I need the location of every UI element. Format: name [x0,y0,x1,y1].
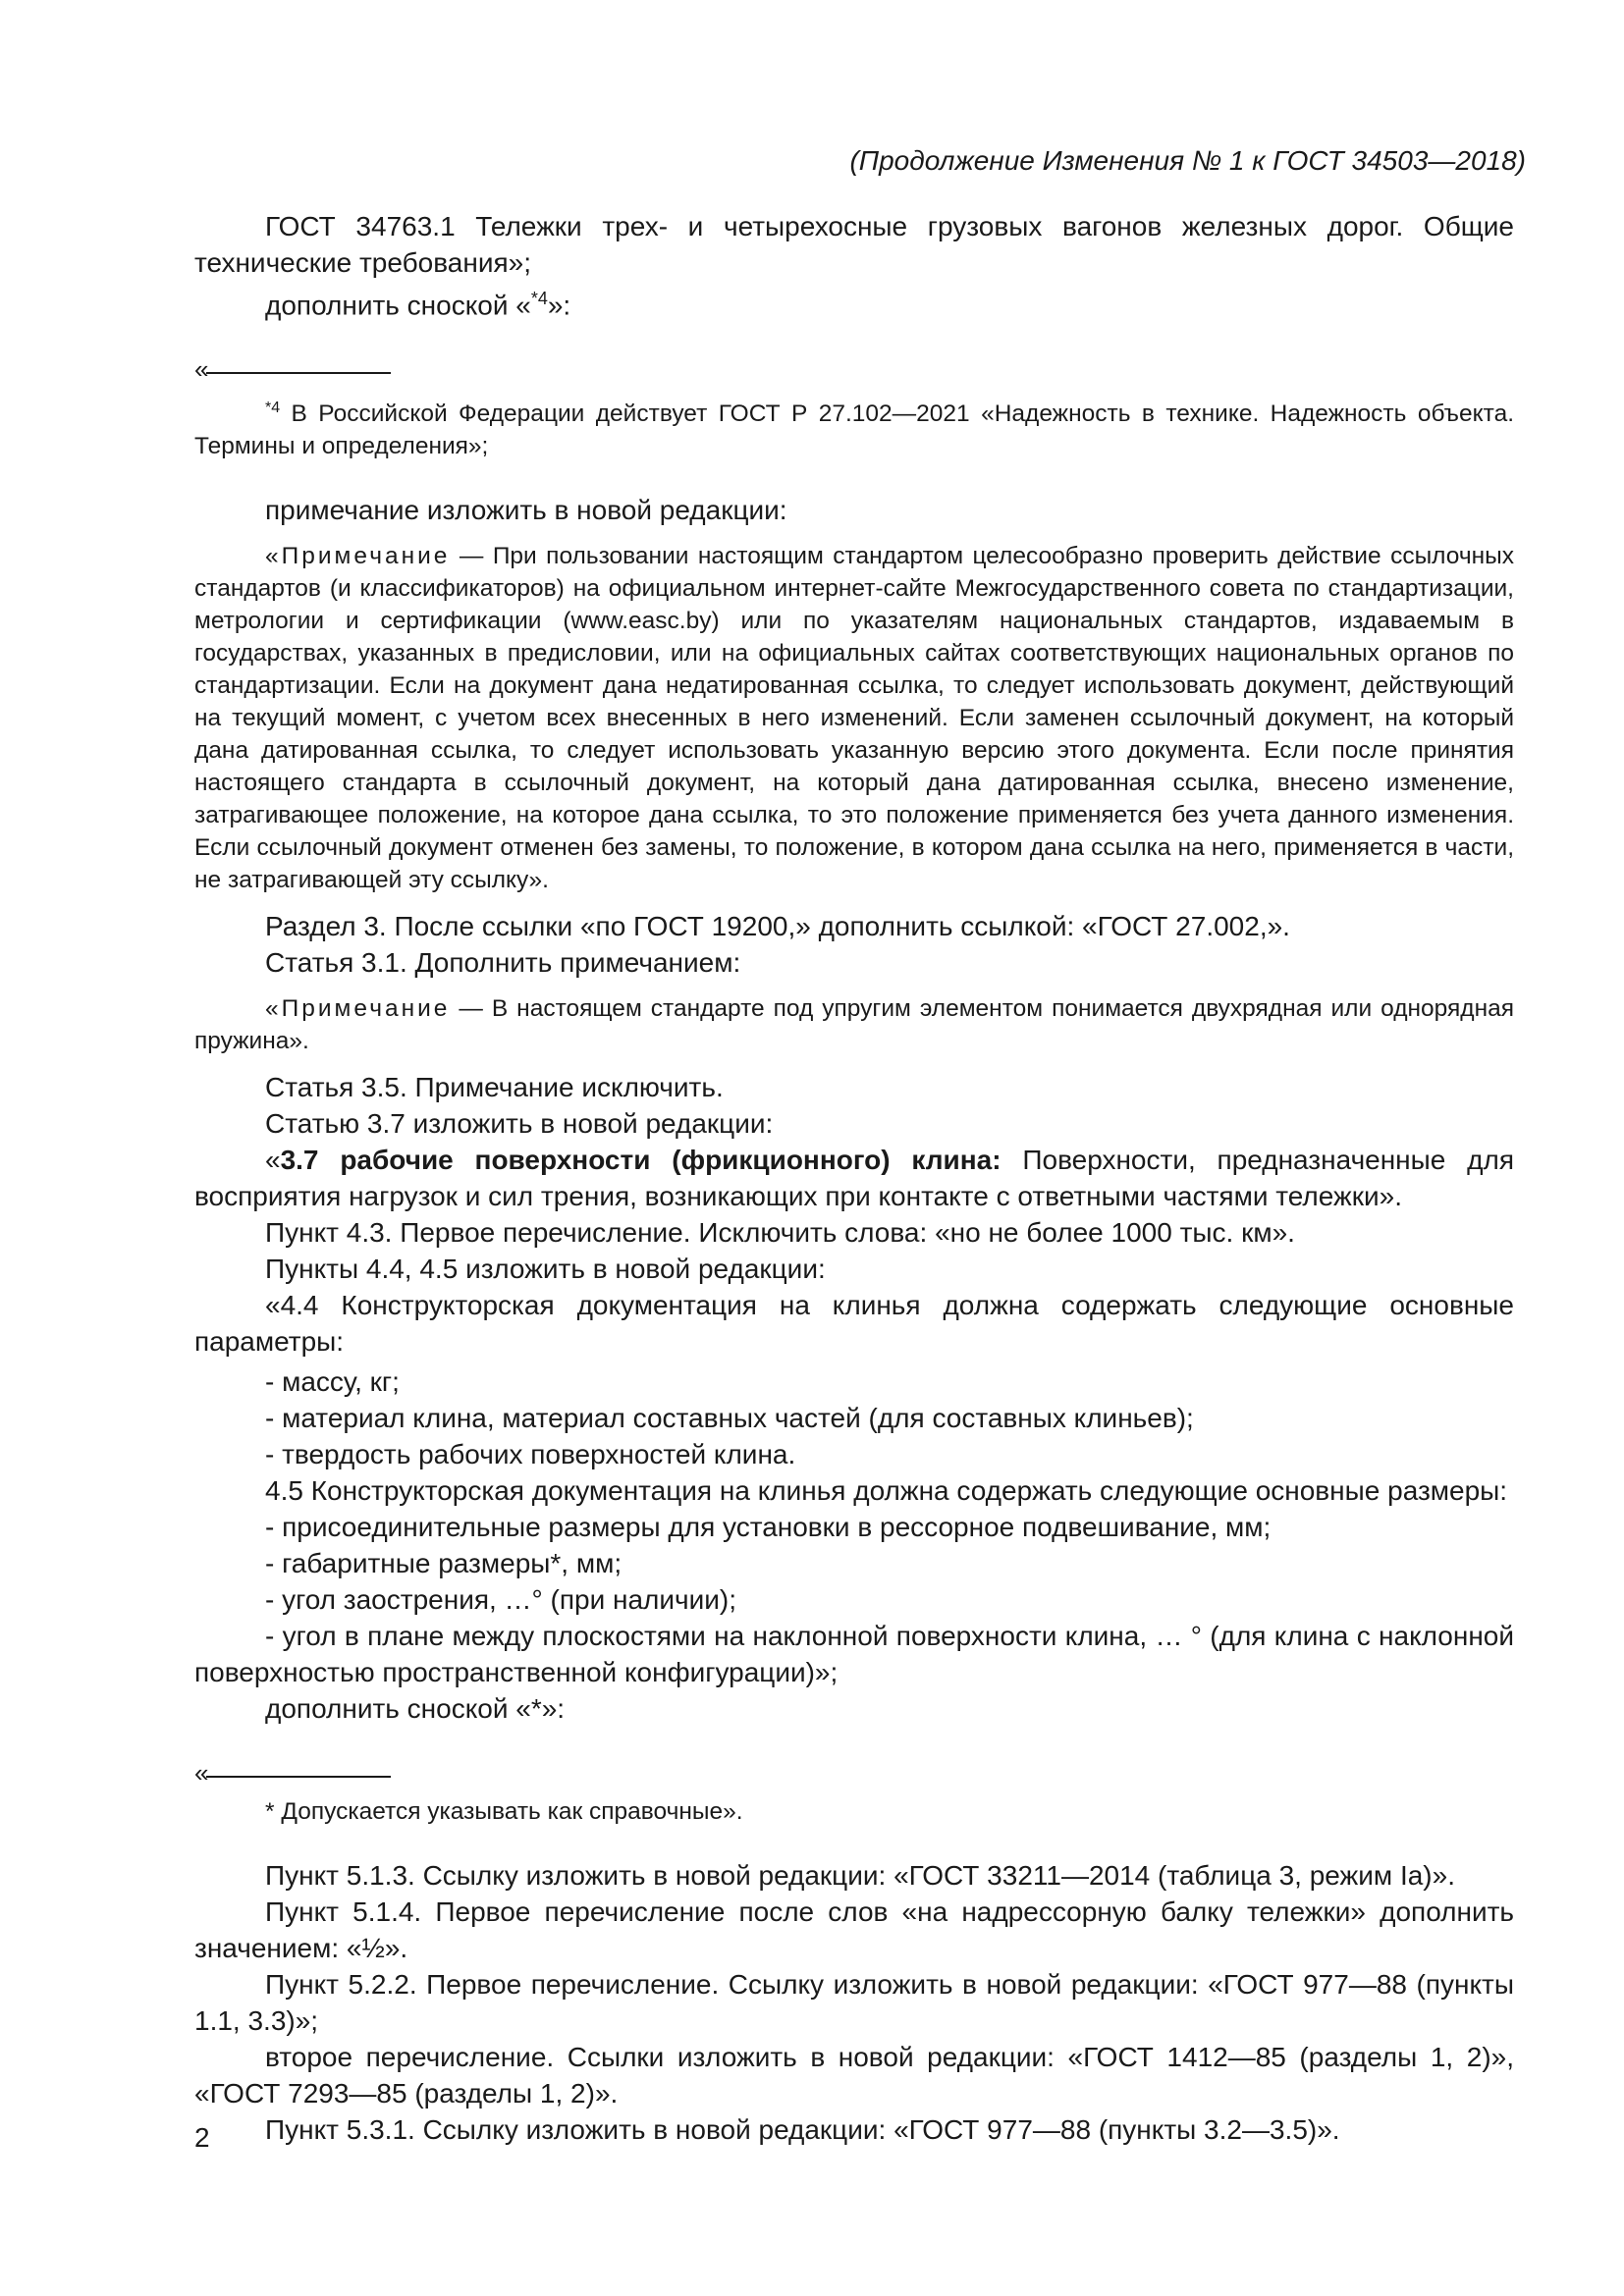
footnote-rule [206,1776,391,1778]
note-1-text: — При пользовании настоящим стандартом целесообразно проверить действие ссылочных стандартов (и классификаторов) на официальном интернет-сайте Межгосударственного совета по стандартизации, метрологии и сертификации (www.easc.by) или по указателям национальных стандартов, издаваемым в государствах, указанных в предисловии, или на официальных сайтах соответствующих национальных органов по стандартизации. Если на документ дана недатированная ссылка, то следует использовать документ, действующий на текущий момент, с учетом всех внесенных в него изменений. Если заменен ссылочный документ, на который дана датированная ссылка, то следует использовать указанную версию этого документа. Если после принятия настоящего стандарта в ссылочный документ, на который дана датированная ссылка, внесено изменение, затрагивающее положение, на которое дана ссылка, то это положение применяется без учета данного изменения. Если ссылочный документ отменен без замены, то положение, в котором дана ссылка на него, применяется в части, не затрагивающей эту ссылку». [194,543,1514,894]
footnote-separator-quote: « [194,1758,209,1789]
footnote-4-mark: *4 [265,400,281,417]
add-footnote-4-post: »: [547,290,571,321]
note-2-label: «Примечание [265,995,451,1023]
note-2-text: — В настоящем стандарте под упругим элементом понимается двухрядная или однорядная пружина». [194,995,1514,1055]
definition-3-7-term: 3.7 рабочие поверхности (фрикционного) клина: [280,1145,1001,1176]
definition-3-7-open: « [265,1145,281,1176]
footnote-4 [194,392,1514,462]
list-4-5-item: - угол заострения, …° (при наличии); [265,1584,736,1616]
list-4-4-item: - массу, кг; [265,1366,400,1398]
note-intro: примечание изложить в новой редакции: [265,495,787,526]
items-4-4-4-5: Пункты 4.4, 4.5 изложить в новой редакции: [265,1254,826,1285]
footnote-rule [206,372,391,374]
add-footnote-4-pre: дополнить сноской « [265,290,531,321]
note-1-label: «Примечание [265,543,451,570]
item-5-1-4: Пункт 5.1.4. Первое перечисление после слов «на надрессорную балку тележки» дополнить значением: «½». [194,1896,1514,1964]
article-3-1: Статья 3.1. Дополнить примечанием: [265,947,741,979]
footnote-separator-2 [194,1756,1514,1795]
gost-34763-reference: ГОСТ 34763.1 Тележки трех- и четырехосные грузовых вагонов железных дорог. Общие технические требования»; [194,211,1514,278]
list-4-4-item: - материал клина, материал составных частей (для составных клиньев); [265,1403,1194,1434]
note-1 [194,540,1514,896]
item-5-3-1: Пункт 5.3.1. Ссылку изложить в новой редакции: «ГОСТ 977—88 (пункты 3.2—3.5)». [265,2114,1340,2146]
footnote-4-text: В Российской Федерации действует ГОСТ Р 27.102—2021 «Надежность в технике. Надежность объекта. Термины и определения»; [194,400,1514,460]
list-4-5-item: - угол в плане между плоскостями на наклонной поверхности клина, … ° (для клина с наклонной поверхностью пространственной конфигурации)»; [194,1621,1514,1688]
add-footnote-star-instruction: дополнить сноской «*»: [265,1693,566,1725]
item-5-2-2-second: второе перечисление. Ссылки изложить в новой редакции: «ГОСТ 1412—85 (разделы 1, 2)», «ГОСТ 7293—85 (разделы 1, 2)». [194,2042,1514,2109]
item-5-1-3: Пункт 5.1.3. Ссылку изложить в новой редакции: «ГОСТ 33211—2014 (таблица 3, режим Ia)». [265,1860,1455,1892]
list-4-5-item: - присоединительные размеры для установки в рессорное подвешивание, мм; [265,1512,1272,1543]
note-2 [194,992,1514,1057]
page-number: 2 [194,2122,210,2153]
definition-3-7 [194,1142,1514,1214]
list-4-4-item: - твердость рабочих поверхностей клина. [265,1439,796,1470]
footnote-separator-quote: « [194,354,209,385]
continuation-header: (Продолжение Изменения № 1 к ГОСТ 34503—2018) [849,145,1526,176]
article-3-7: Статью 3.7 изложить в новой редакции: [265,1108,774,1140]
document-body [194,208,1514,2148]
item-4-5: 4.5 Конструкторская документация на клинья должна содержать следующие основные размеры: [265,1475,1508,1507]
footnote-separator-1 [194,352,1514,392]
definition-3-7-text: Поверхности, предназначенные для восприятия нагрузок и сил трения, возникающих при контакте с ответными частями тележки». [194,1145,1514,1212]
article-3-5: Статья 3.5. Примечание исключить. [265,1072,724,1103]
add-footnote-4-instruction [194,281,1514,323]
list-4-5-item: - габаритные размеры*, мм; [265,1548,623,1579]
item-5-2-2: Пункт 5.2.2. Первое перечисление. Ссылку изложить в новой редакции: «ГОСТ 977—88 (пункты 1.1, 3.3)»; [194,1969,1514,2037]
add-footnote-4-mark: *4 [530,289,548,308]
item-4-3: Пункт 4.3. Первое перечисление. Исключить слова: «но не более 1000 тыс. км». [265,1217,1295,1249]
footnote-star: * Допускается указывать как справочные». [265,1798,743,1826]
item-4-4: «4.4 Конструкторская документация на клинья должна содержать следующие основные параметры: [194,1290,1514,1358]
section-3: Раздел 3. После ссылки «по ГОСТ 19200,» дополнить ссылкой: «ГОСТ 27.002,». [265,911,1290,942]
